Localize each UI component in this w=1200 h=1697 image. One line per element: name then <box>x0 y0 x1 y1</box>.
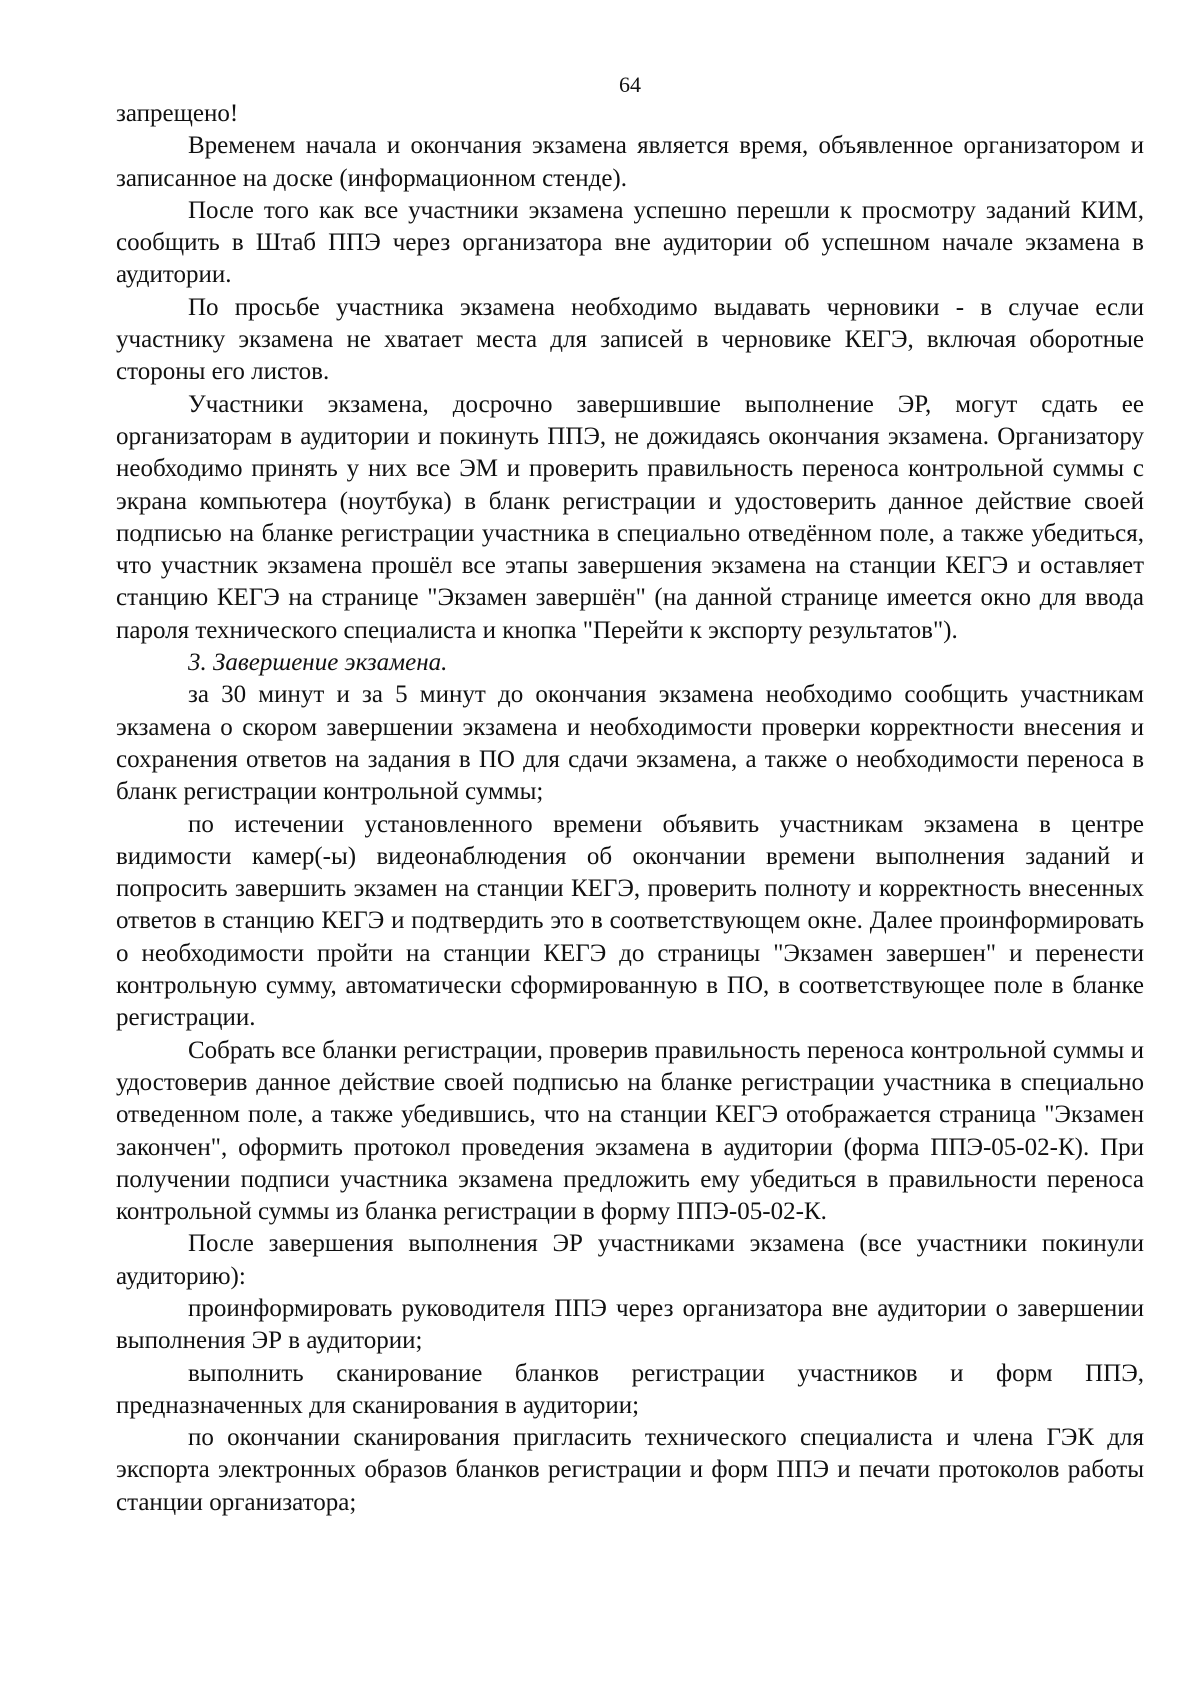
paragraph-export: по окончании сканирования пригласить технического специалиста и члена ГЭК для экспорта электронных образов бланков регистрации и форм ППЭ и печати протоколов работы станции организатора; <box>116 1424 1144 1516</box>
paragraph-inform-head: проинформировать руководителя ППЭ через организатора вне аудитории о завершении выполнения ЭР в аудитории; <box>116 1294 1144 1355</box>
paragraph-after-completion: После завершения выполнения ЭР участниками экзамена (все участники покинули аудиторию): <box>116 1230 1144 1290</box>
paragraph-time-expired: по истечении установленного времени объявить участникам экзамена в центре видимости камер(-ы) видеонаблюдения об окончании времени выполнения заданий и попросить завершить экзамен на станции КЕГЭ, проверить полноту и корректность внесенных ответов в станцию КЕГЭ и подтвердить это в соответствующем окне. Далее проинформировать о необходимости пройти на станции КЕГЭ до страницы "Экзамен завершен" и перенести контрольную сумму, автоматически сформированную в ПО, в соответствующее поле в бланке регистрации. <box>116 810 1144 1032</box>
paragraph-drafts: По просьбе участника экзамена необходимо выдавать черновики - в случае если участнику экзамена не хватает места для записей в черновике КЕГЭ, включая оборотные стороны его листов. <box>116 293 1144 386</box>
document-body <box>116 98 1144 1519</box>
paragraph-time-warning: за 30 минут и за 5 минут до окончания экзамена необходимо сообщить участникам экзамена о скором завершении экзамена и необходимости проверки корректности внесения и сохранения ответов на задания в ПО для сдачи экзамена, а также о необходимости переноса в бланк регистрации контрольной суммы; <box>116 681 1144 806</box>
paragraph-scanning: выполнить сканирование бланков регистрации участников и форм ППЭ, предназначенных для сканирования в аудитории; <box>116 1359 1144 1419</box>
page-number: 64 <box>619 72 641 97</box>
paragraph-continuation: запрещено! <box>116 100 239 127</box>
paragraph-early-finish: Участники экзамена, досрочно завершившие выполнение ЭР, могут сдать ее организаторам в аудитории и покинуть ППЭ, не дожидаясь окончания экзамена. Организатору необходимо принять у них все ЭМ и проверить правильность переноса контрольной суммы с экрана компьютера (ноутбука) в бланк регистрации и удостоверить данное действие своей подписью на бланке регистрации участника в специально отведённом поле, а также убедиться, что участник экзамена прошёл все этапы завершения экзамена на станции КЕГЭ и оставляет станцию КЕГЭ на странице "Экзамен завершён" (на данной странице имеется окно для ввода пароля технического специалиста и кнопка "Перейти к экспорту результатов"). <box>116 390 1144 644</box>
paragraph-report-start: После того как все участники экзамена успешно перешли к просмотру заданий КИМ, сообщить в Штаб ППЭ через организатора вне аудитории об успешном начале экзамена в аудитории. <box>116 196 1144 289</box>
section-heading-exam-completion: 3. Завершение экзамена. <box>188 649 448 677</box>
paragraph-collect-forms: Собрать все бланки регистрации, проверив правильность переноса контрольной суммы и удостоверив данное действие своей подписью на бланке регистрации участника в специально отведенном поле, а также убедившись, что на станции КЕГЭ отображается страница "Экзамен закончен", оформить протокол проведения экзамена в аудитории (форма ППЭ-05-02-К). При получении подписи участника экзамена предложить ему убедиться в правильности переноса контрольной суммы из бланка регистрации в форму ППЭ-05-02-К. <box>116 1036 1144 1226</box>
paragraph-exam-time: Временем начала и окончания экзамена является время, объявленное организатором и записанное на доске (информационном стенде). <box>116 132 1144 192</box>
